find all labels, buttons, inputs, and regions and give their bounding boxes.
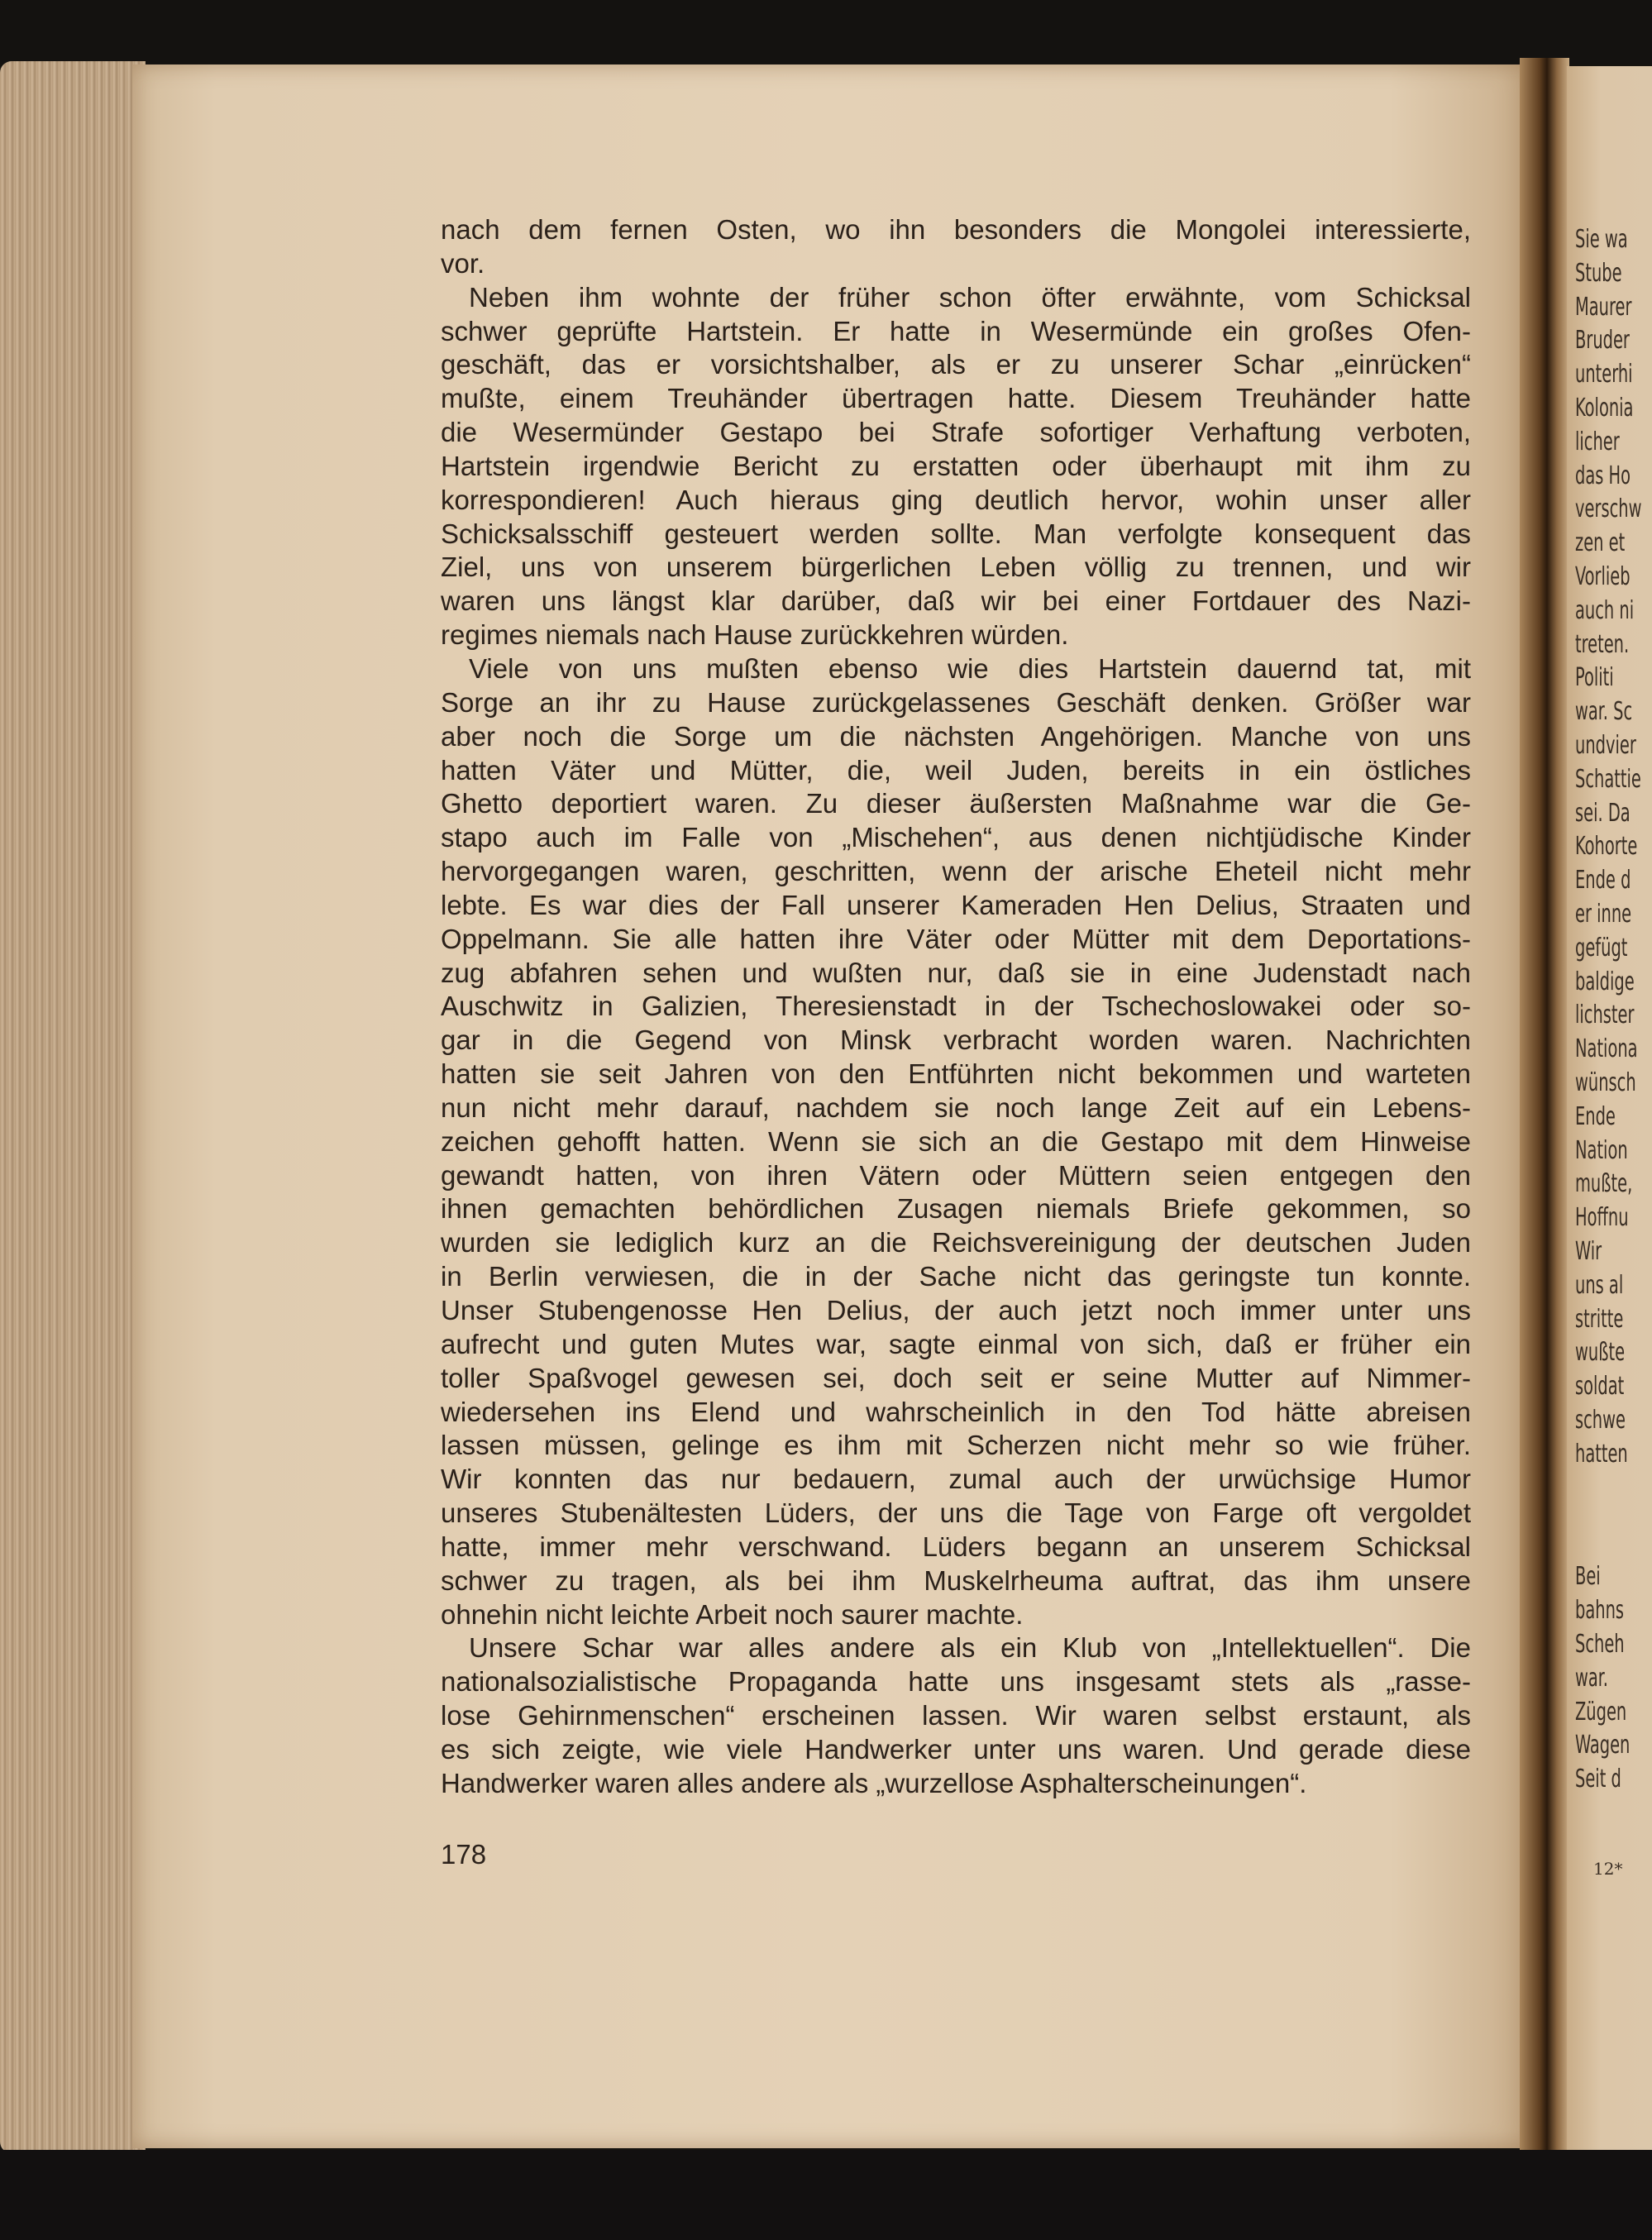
right-page-line: er inne [1575, 899, 1632, 929]
text-line: Handwerker waren alles andere als „wurzellose Asphalterscheinungen“. [441, 1767, 1307, 1798]
text-line: geschäft, das er vorsichtshalber, als er zu unserer Schar „einrücken“ [441, 349, 1471, 380]
text-line: korrespondieren! Auch hieraus ging deutlich hervor, wohin unser aller [441, 484, 1471, 515]
text-line: ohnehin nicht leichte Arbeit noch saurer machte. [441, 1598, 1024, 1630]
right-page-line: Maurer [1575, 292, 1632, 322]
right-page-line: undvier [1575, 730, 1636, 760]
text-line: Ghetto deportiert waren. Zu dieser äußersten Maßnahme war die Ge- [441, 788, 1471, 819]
right-page-line: uns al [1575, 1270, 1624, 1300]
text-line: hervorgegangen waren, geschritten, wenn der arische Eheteil nicht mehr [441, 856, 1471, 887]
right-page-line: sei. Da [1575, 798, 1631, 828]
right-page-line: Stube [1575, 258, 1622, 288]
text-line: Oppelmann. Sie alle hatten ihre Väter oder Mütter mit dem Deportations- [441, 923, 1471, 954]
page-edges [0, 61, 146, 2153]
right-page-line: Nationa [1575, 1034, 1638, 1064]
text-line: wiedersehen ins Elend und wahrscheinlich in den Tod hätte abreisen [441, 1396, 1471, 1427]
text-line: aufrecht und guten Mutes war, sagte einmal von sich, daß er früher ein [441, 1328, 1471, 1359]
text-line: Wir konnten das nur bedauern, zumal auch der urwüchsige Humor [441, 1464, 1471, 1495]
right-page-line: zen et [1575, 528, 1626, 558]
right-page-line: Nation [1575, 1135, 1628, 1165]
right-page-line: das Ho [1575, 461, 1631, 490]
text-line: in Berlin verwiesen, die in der Sache nicht das geringste tun konnte. [441, 1261, 1471, 1292]
right-page-line: Seit d [1575, 1765, 1621, 1794]
text-line: hatte, immer mehr verschwand. Lüders begann an unserem Schicksal [441, 1531, 1471, 1562]
right-page-line: war. [1575, 1663, 1608, 1693]
text-line: nationalsozialistische Propaganda hatte uns insgesamt stets als „rasse- [441, 1666, 1471, 1698]
text-line: die Wesermünder Gestapo bei Strafe sofortiger Verhaftung verboten, [441, 417, 1471, 448]
scan-background-bottom [0, 2150, 1652, 2240]
text-line: Ziel, uns von unserem bürgerlichen Leben völlig zu trennen, und wir [441, 552, 1471, 583]
scan-background-top [0, 0, 1652, 64]
text-line: zug abfahren sehen und wußten nur, daß sie in eine Judenstadt nach [441, 957, 1471, 988]
text-line: Sorge an ihr zu Hause zurückgelassenes Geschäft denken. Größer war [441, 686, 1471, 718]
text-line: nach dem fernen Osten, wo ihn besonders die Mongolei interessierte, [441, 214, 1471, 245]
text-line: Auschwitz in Galizien, Theresienstadt in der Tschechoslowakei oder so- [441, 991, 1471, 1022]
text-line: aber noch die Sorge um die nächsten Angehörigen. Manche von uns [441, 720, 1471, 752]
right-page-line: wußte [1575, 1338, 1626, 1368]
page-body-text [441, 213, 1471, 1801]
text-line: Unsere Schar war alles andere als ein Klub von „Intellektuellen“. Die [469, 1632, 1471, 1664]
text-line: es sich zeigte, wie viele Handwerker unter uns waren. Und gerade diese [441, 1733, 1471, 1765]
text-line: hatten sie seit Jahren von den Entführten nicht bekommen und warteten [441, 1058, 1471, 1090]
right-page-line: unterhi [1575, 360, 1633, 389]
right-page-line: verschw [1575, 494, 1642, 524]
text-line: gewandt hatten, von ihren Vätern oder Müttern seien entgegen den [441, 1159, 1471, 1191]
text-line: schwer zu tragen, als bei ihm Muskelrheuma auftrat, das ihm unsere [441, 1564, 1471, 1596]
right-page-line: Politi [1575, 663, 1614, 693]
text-line: stapo auch im Falle von „Mischehen“, aus denen nichtjüdische Kinder [441, 822, 1471, 853]
right-page-line: Kolonia [1575, 393, 1634, 423]
right-page-line: treten. [1575, 629, 1630, 659]
right-page-line: Bei [1575, 1562, 1601, 1592]
text-line: Neben ihm wohnte der früher schon öfter erwähnte, vom Schicksal [469, 281, 1471, 313]
text-line: zeichen gehofft hatten. Wenn sie sich an die Gestapo mit dem Hinweise [441, 1125, 1471, 1157]
right-page-line: licher [1575, 427, 1620, 456]
text-line: waren uns längst klar darüber, daß wir bei einer Fortdauer des Nazi- [441, 585, 1471, 617]
text-line: nun nicht mehr darauf, nachdem sie noch lange Zeit auf ein Lebens- [441, 1091, 1471, 1123]
right-page-line: wünsch [1575, 1067, 1636, 1097]
text-line: ihnen gemachten behördlichen Zusagen niemals Briefe gekommen, so [441, 1193, 1471, 1225]
right-page-line: Bruder [1575, 326, 1630, 356]
text-line: vor. [441, 247, 485, 279]
page-number: 178 [441, 1839, 487, 1870]
right-page-line: bahns [1575, 1596, 1625, 1626]
text-line: regimes niemals nach Hause zurückkehren würden. [441, 619, 1069, 651]
right-page-line: Kohorte [1575, 832, 1638, 862]
right-page-line: lichster [1575, 1001, 1635, 1030]
text-line: lose Gehirnmenschen“ erscheinen lassen. Wir waren selbst erstaunt, als [441, 1700, 1471, 1731]
text-line: mußte, einem Treuhänder übertragen hatte. Diesem Treuhänder hatte [441, 383, 1471, 414]
right-page-line: Zügen [1575, 1697, 1627, 1727]
right-page-line: Scheh [1575, 1630, 1625, 1660]
right-page-signature-mark: 12* [1593, 1859, 1623, 1879]
right-page-line: Wir [1575, 1236, 1602, 1266]
right-page-text [1575, 223, 1652, 1797]
right-page-line: mußte, [1575, 1169, 1633, 1199]
right-page-line: Vorlieb [1575, 561, 1631, 591]
right-page-line: baldige [1575, 967, 1635, 996]
text-line: toller Spaßvogel gewesen sei, doch seit er seine Mutter auf Nimmer- [441, 1362, 1471, 1393]
text-line: lebte. Es war dies der Fall unserer Kameraden Hen Delius, Straaten und [441, 889, 1471, 920]
right-page-line: hatten [1575, 1439, 1628, 1469]
right-page-line: Wagen [1575, 1731, 1631, 1760]
text-line: wurden sie lediglich kurz an die Reichsvereinigung der deutschen Juden [441, 1227, 1471, 1259]
text-line: unseres Stubenältesten Lüders, der uns die Tage von Farge oft vergoldet [441, 1497, 1471, 1529]
text-line: lassen müssen, gelinge es ihm mit Scherzen nicht mehr so wie früher. [441, 1430, 1471, 1461]
text-line: Hartstein irgendwie Bericht zu erstatten oder überhaupt mit ihm zu [441, 450, 1471, 481]
right-page-line: auch ni [1575, 595, 1635, 625]
right-page-line: schwe [1575, 1405, 1626, 1435]
right-page-line: Ende d [1575, 866, 1631, 896]
right-page-line: stritte [1575, 1304, 1624, 1334]
right-page-line: gefügt [1575, 933, 1628, 962]
text-line: Schicksalsschiff gesteuert werden sollte. Man verfolgte konsequent das [441, 518, 1471, 549]
right-page-line: Schattie [1575, 764, 1641, 794]
text-line: Viele von uns mußten ebenso wie dies Hartstein dauernd tat, mit [469, 652, 1471, 684]
text-line: schwer geprüfte Hartstein. Er hatte in Wesermünde ein großes Ofen- [441, 315, 1471, 346]
right-page-line: Ende [1575, 1101, 1616, 1131]
right-page-gap [1575, 1471, 1635, 1560]
right-page-line: Hoffnu [1575, 1203, 1629, 1233]
right-page-line: Sie wa [1575, 225, 1628, 254]
right-page-fragment [1567, 66, 1652, 2150]
text-line: gar in die Gegend von Minsk verbracht worden waren. Nachrichten [441, 1024, 1471, 1056]
right-page-line: soldat [1575, 1372, 1625, 1402]
right-page-line: war. Sc [1575, 697, 1633, 727]
book-gutter [1520, 58, 1569, 2158]
text-line: Unser Stubengenosse Hen Delius, der auch jetzt noch immer unter uns [441, 1295, 1471, 1325]
text-line: hatten Väter und Mütter, die, weil Juden, bereits in ein östliches [441, 754, 1471, 786]
